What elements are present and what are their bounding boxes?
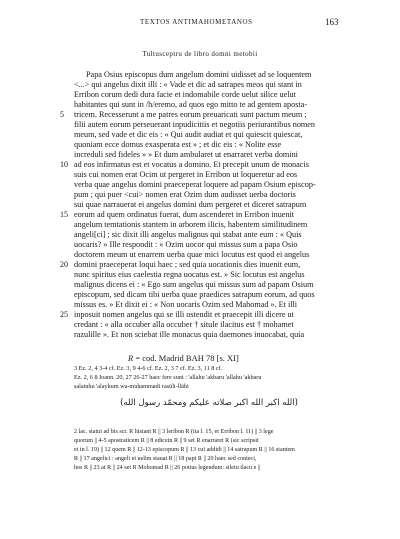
page-number: 163 xyxy=(325,17,339,27)
line-number: 15 xyxy=(60,210,68,219)
body-line: meum, sed vade et dic eis : « Qui audit audiat et qui quiescit quiescat, xyxy=(74,130,303,139)
apparatus-line: R || 17 angelici : angeli et uelim stauat R || 18 papt R || 20 haec sed conieci, xyxy=(74,456,257,462)
body-line: inposuit nomen angelus qui se illi ostendit et praecepit illi dicere ut xyxy=(74,310,294,319)
running-head xyxy=(0,18,400,30)
arabic-text: (الله اكبر الله اكبر صلاته عليكم ومحمّد رسول الله) xyxy=(120,398,298,408)
witness-siglum-line xyxy=(128,353,239,363)
body-line: credant : « alla occuber alla occuber † situle ilacitus est † mohamet xyxy=(74,320,294,329)
source-line: ṣalatuhu 'alaykum wa-muḥammadi rasūli-llāhi xyxy=(74,383,189,390)
body-line: ad eos infirmatus est et vocatus a domino. Et precepit unum de monacis xyxy=(74,160,309,169)
body-line: nunc spiritus eius caelestia regna uocatus est. » Sic locutus est angelus xyxy=(74,270,305,279)
body-line: verba quae angelus domini praeceperat loquere ad papam Osium episcop- xyxy=(74,180,316,189)
body-line: habitantes qui sunt in /h/eremo, ad quos ego mitto te ad gentem aposta- xyxy=(74,100,308,109)
body-line: sui quae narrauerat ei angelus domini dum pergeret et diceret satrapum xyxy=(74,200,307,209)
body-line: uocaris? » Ille respondit : « Ozim uocor qui missus sum a papa Osio xyxy=(74,240,298,249)
witness-description: = cod. Madrid BAH 78 [s. XI] xyxy=(133,353,239,363)
body-line: malignus dicens ei : « Ego sum angelus qui missus sum ad papam Osium xyxy=(74,280,314,289)
apparatus-line: et in l. 19) || 12 quem R || 12-13 episcopum R || 13 cui addidi || 14 satrapum R || 16 stantem xyxy=(74,447,295,453)
line-number: 25 xyxy=(60,310,68,319)
body-line: angelum temtationis stantem in arborem ilicis, habentem similitudinem xyxy=(74,220,308,229)
line-number: 20 xyxy=(60,260,68,269)
apparatus-line: quorum || 4-5 apostraticem R || 8 edicein R || 9 set R enarraret R (sic scripsit xyxy=(74,438,259,444)
apparatus-line: hos R || 23 at R || 24 set R Mohomad R || 26 potius legendum: siletu ilacu e || xyxy=(74,465,261,471)
line-number: 10 xyxy=(60,160,68,169)
body-line: pum ; qui puer <cui> nomen erat Ozim dum audisset uerba doctoris xyxy=(74,190,296,199)
body-line: filii autem eorum perseuerant inpudicitiis et negotiis periurantibus nomen xyxy=(74,120,316,129)
body-line: eorum ad quem ordinatus fuerat, dum ascenderet in Erribon inuenit xyxy=(74,210,295,219)
witness-siglum: R xyxy=(128,353,134,363)
body-line: <...> qui angelus dixit illi : « Vade et dic ad satrapes meos qui stant in xyxy=(74,80,302,89)
body-line: razulille ». Et non sciebat ille monacus quia daemones inuocabat, quia xyxy=(74,330,305,339)
apparatus-line: 2 lac. statui ad bis scr. R histant R || 3 leribon R (ita l. 15, et Erribon l. 11) || 3 lege xyxy=(74,429,274,435)
section-title: Tultusceptru de libro domni metobii xyxy=(142,50,258,58)
body-line: quoniam ecce domus exasperata est » ; et dic eis : « Nolite esse xyxy=(74,140,282,149)
body-line: increduli sed fideles » » Et dum ambularet ut enarraret verba domini xyxy=(74,150,298,159)
body-line: episcopum, sed dicam tibi uerba quae praedices satrapum eorum, ad quos xyxy=(74,290,315,299)
body-line: angeli[ci] ; sic dixit illi angelus malignus qui stabat ante eum : « Quis xyxy=(74,230,302,239)
body-line: Papa Osius episcopus dum angelum domini uidisset ad se loquentem xyxy=(86,70,312,79)
body-line: missus es. » Et dixit ei : « Non uocaris Ozim sed Mahomad ». Et illi xyxy=(74,300,298,309)
body-line: tricem. Recesserunt a me patres eorum preuaricati sunt pactum meum ; xyxy=(74,110,307,119)
running-title: TEXTOS ANTIMAHOMETANOS xyxy=(140,18,253,26)
source-line: 3 Ez. 2, 4 3-4 cf. Ez. 3, 9 4-6 cf. Ez. 2, 3 7 cf. Ez. 3, 11 8 cf. xyxy=(74,365,223,372)
source-line: Ez. 2, 6 8 Ioann. 20, 27 26-27 haec fere sunt : 'allahu 'akbaru 'allahu 'akbaru xyxy=(74,374,262,381)
line-number: 5 xyxy=(60,110,64,119)
body-line: suis cui nomen erat Ocim ut pergeret in Erribon ut loqueretur ad eos xyxy=(74,170,298,179)
body-line: domini praeceperat loqui haec ; sed quia uocationis dies inuenit eum, xyxy=(74,260,301,269)
body-line: doctorem meum ut enarrem uerba quae mici locutus est quod ei angelus xyxy=(74,250,310,259)
body-line: Erribon corum dedi dura facie et indomabile corde uelut silice uelut xyxy=(74,90,296,99)
